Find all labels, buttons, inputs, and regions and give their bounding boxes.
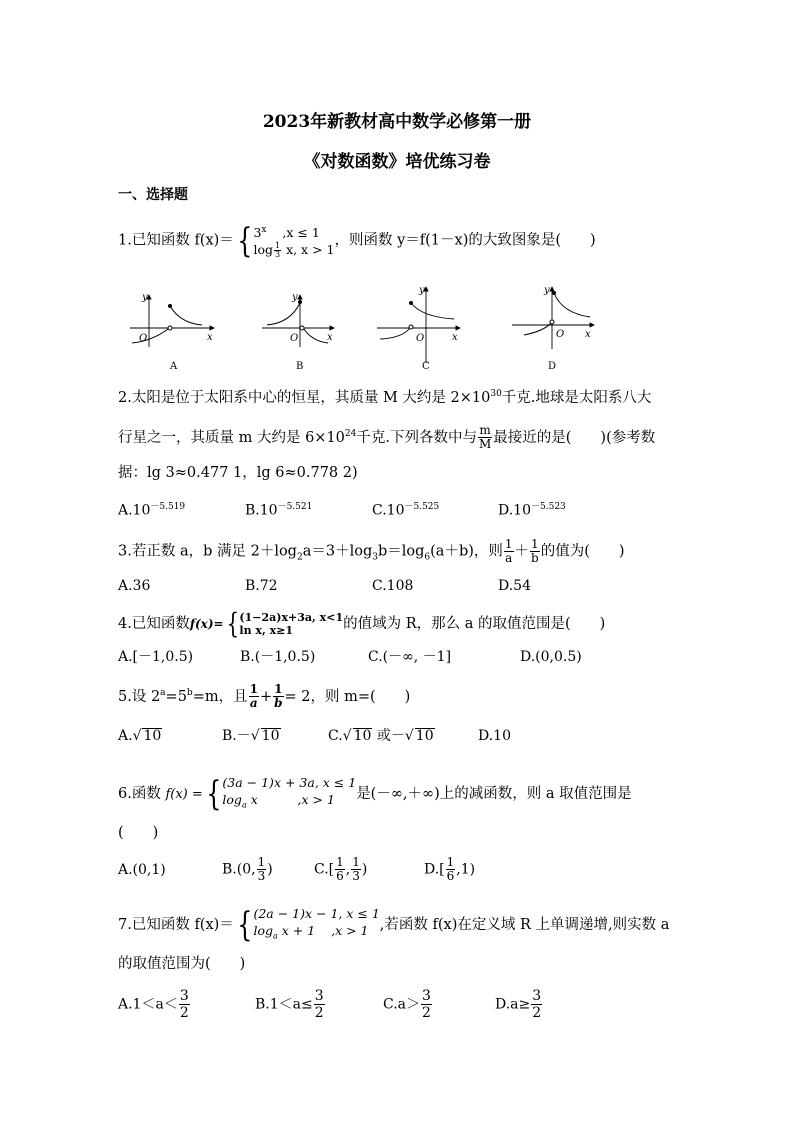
doc-title-line2: 《对数函数》培优练习卷 [303, 152, 491, 172]
q1-piecewise: 3$^x$ ,x ≤ 1 log $\frac{1}{3}$ x, x > 1 [253, 225, 335, 260]
graph-d-origin: O [556, 329, 565, 340]
question-2-line1: 2.太阳是位于太阳系中心的恒星，其质量 M 大约是 $2\times 10^{30}$千克.地球是太阳系八大 [118, 389, 652, 406]
q7-option-d: D.a≥ $\frac{3}{2}$ [495, 988, 542, 1021]
q6-option-c: C.[ $\frac{1}{6}$ , $\frac{1}{3}$ ) [314, 855, 368, 883]
q3-option-a: A.36 [118, 578, 151, 594]
q1-graph-options [122, 283, 602, 373]
q1-prefix: 1.已知函数 f(x)＝ [118, 232, 234, 249]
q3-option-c: C.108 [372, 578, 414, 594]
q7-option-a: A.1＜a＜ $\frac{3}{2}$ [118, 988, 189, 1021]
doc-title-line1: 2023年新教材高中数学必修第一册 [262, 112, 532, 132]
question-7: 7.已知函数 f(x)＝{ (2a − 1)x − 1, x ≤ 1 $\log_a x + 1$ ,x > 1 ,若函数 f(x)在定义域 R 上单调递增,则实数 a [118, 904, 670, 945]
question-3: 3.若正数 a，b 满足 $2+\log_2a=3+\log_3b=\log_6(a+b)$，则 $\frac{1}{a}$ ＋ $\frac{1}{b}$ 的值为( ) [118, 537, 625, 565]
graph-b-x-label: x [327, 332, 333, 343]
q4-option-c: C.(－∞, －1] [368, 649, 452, 665]
graph-c-label: C [422, 361, 430, 372]
graph-c-y-label: y [419, 285, 425, 296]
question-6: 6.函数 f(x) ={ (3a − 1)x + 3a, x ≤ 1 $\log_a x$ ,x > 1 是(－∞,＋∞)上的减函数，则 a 取值范围是 [118, 773, 632, 814]
question-6-line2: ( ) [118, 825, 159, 841]
q2-option-c: $C.10^{-5.525}$ [372, 502, 440, 519]
question-7-line2: 的取值范围为( ) [118, 956, 246, 972]
q5-option-c: C.√ 10 或－√ 10 [328, 728, 434, 744]
q3-option-d: D.54 [498, 578, 531, 594]
graph-a [130, 292, 214, 372]
graph-a-x-label: x [207, 332, 213, 343]
q2-option-a: $A.10^{-5.519}$ [118, 502, 186, 519]
graph-a-label: A [170, 361, 178, 372]
q6-option-a: A.(0,1) [118, 862, 166, 878]
q6-option-b: B.(0, $\frac{1}{3}$ ) [222, 855, 273, 883]
graph-d-y-label: y [544, 285, 550, 296]
graph-d-label: D [548, 361, 557, 372]
section-heading: 一、选择题 [118, 187, 188, 203]
question-4: 4.已知函数f(x)={ (1−2a)x+3a, x<1 ln x, x≥1 的值域为 R，那么 a 的取值范围是( ) [118, 607, 606, 640]
question-5: 5.设 $2^a=5^b=m$，且 $\frac{1}{a}$ + $\frac{1}{b}$ = 2，则 m=( ) [118, 682, 411, 711]
q4-option-b: B.(－1,0.5) [240, 649, 316, 665]
graph-a-origin: O [139, 333, 148, 344]
question-1: 1.已知函数 f(x)＝{ 3$^x$ ,x ≤ 1 log $\frac{1}{3}$ x, x > 1 ，则函数 y＝f(1－x)的大致图象是( ) [118, 220, 596, 261]
q2-option-b: $B.10^{-5.521}$ [245, 502, 313, 519]
q5-option-a: A.√ 10 [118, 728, 162, 744]
q5-option-b: B.－√ 10 [222, 728, 280, 744]
graph-b-y-label: y [292, 292, 298, 303]
graph-b [262, 292, 334, 372]
graph-c [377, 285, 460, 372]
question-2-line3: 据：lg 3≈0.477 1，lg 6≈0.778 2) [118, 465, 358, 481]
q2-option-d: $D.10^{-5.523}$ [498, 502, 566, 519]
graph-c-origin: O [416, 333, 425, 344]
q1-suffix: ，则函数 y＝f(1－x)的大致图象是( ) [334, 232, 596, 249]
q7-option-c: C.a＞ $\frac{3}{2}$ [383, 988, 431, 1021]
question-2-line2: 行星之一，其质量 m 大约是 $6\times 10^{24}$千克.下列各数中与 $\frac{m}{M}$ 最接近的是( )(参考数 [118, 423, 656, 452]
q4-option-d: D.(0,0.5) [520, 649, 582, 665]
graph-b-label: B [296, 361, 304, 372]
q6-option-d: D.[ $\frac{1}{6}$ ,1) [424, 855, 476, 883]
graph-d [512, 285, 594, 372]
q7-option-b: B.1＜a≤ $\frac{3}{2}$ [255, 988, 324, 1021]
graph-a-y-label: y [142, 292, 148, 303]
q4-option-a: A.[－1,0.5) [118, 649, 194, 665]
q5-option-d: D.10 [478, 728, 511, 744]
graph-b-origin: O [290, 333, 299, 344]
graph-c-x-label: x [452, 332, 458, 343]
graph-d-x-label: x [585, 329, 591, 340]
q3-option-b: B.72 [245, 578, 278, 594]
